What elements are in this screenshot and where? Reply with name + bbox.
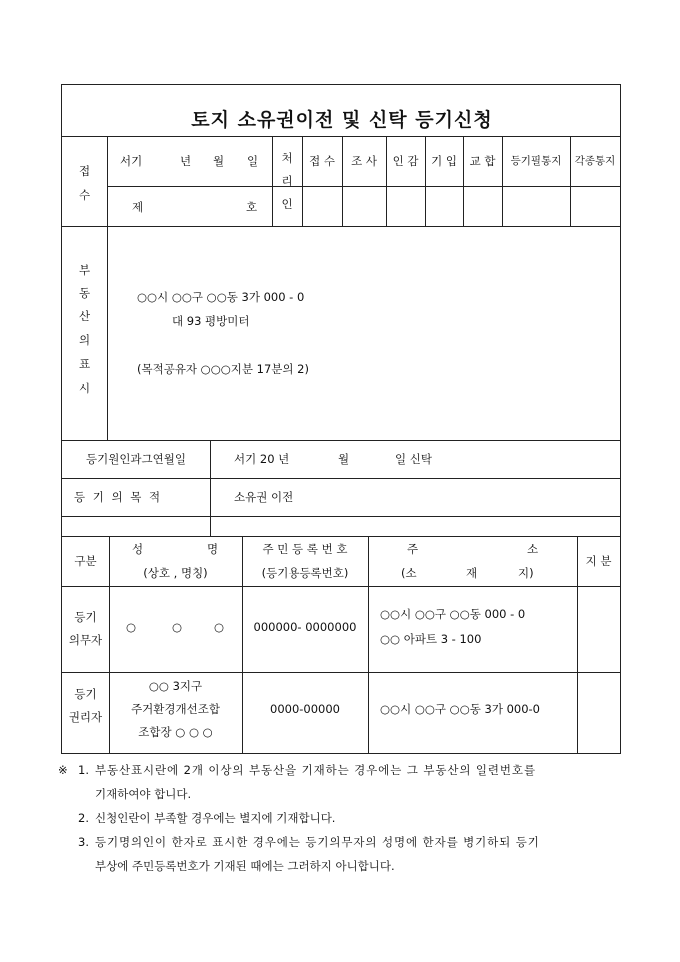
purpose-label: 등 기 의 목 적 [74,490,163,504]
process-label-3: 인 [281,197,293,211]
header-name-1: 성 [132,542,144,556]
date-month: 월 [213,154,225,168]
note-3-line-1: 등기명의인이 한자로 표시한 경우에는 등기의무자의 성명에 한자를 병기하되 등기 [95,835,540,849]
cause-value-date: 서기 20 년 [234,452,290,466]
note-3-num: 3. [78,835,89,849]
header-share: 지 분 [585,554,612,568]
divider [342,136,343,226]
note-1-line-2: 기재하여야 합니다. [95,787,192,801]
number-suffix: 호 [246,200,258,214]
note-3-line-2: 부상에 주민등록번호가 기재된 때에는 그러하지 아니합니다. [95,859,395,873]
col-entry: 기 입 [431,154,457,168]
note-1-num: 1. [78,763,89,777]
header-address-2: 소 [527,542,539,556]
note-1-line-1: 부동산표시란에 2개 이상의 부동산을 기재하는 경우에는 그 부동산의 일련번호를 [95,763,536,777]
col-receipt: 접 수 [309,154,335,168]
divider [368,536,369,754]
property-label-1: 부 [78,263,91,277]
header-address-sub-3: 지) [518,566,534,580]
obligor-address-2: ○○ 아파트 3 - 100 [380,632,482,646]
property-share: (목적공유자 ○○○지분 17분의 2) [137,362,309,376]
divider [502,136,503,226]
header-address-sub-2: 재 [466,566,478,580]
header-id-sub: (등기용등록번호) [261,566,349,580]
receipt-label-2: 수 [78,188,91,202]
process-label-1: 처 [281,151,293,165]
cause-value-month: 월 [338,452,350,466]
divider [62,136,620,137]
divider [62,440,620,441]
header-id: 주 민 등 록 번 호 [262,542,348,556]
divider [386,136,387,226]
obligor-address-1: ○○시 ○○구 ○○동 000 - 0 [380,607,526,621]
process-label-2: 리 [281,174,293,188]
property-label-3: 산 [78,309,91,323]
divider [302,136,303,226]
divider [62,478,620,479]
holder-name-3: 조합장 ○ ○ ○ [138,725,213,739]
col-check: 교 합 [469,154,496,168]
col-completion-notice: 등기필통지 [510,155,562,167]
property-label-4: 의 [78,333,91,347]
header-address-sub-1: (소 [401,566,417,580]
divider [107,136,108,226]
note-2-num: 2. [78,811,89,825]
holder-label-2: 권리자 [68,710,103,724]
date-year: 년 [180,154,192,168]
divider [62,536,620,537]
holder-address: ○○시 ○○구 ○○동 3가 000-0 [380,702,540,716]
obligor-label-2: 의무자 [68,633,103,647]
property-label-5: 표 [78,357,91,371]
purpose-value: 소유권 이전 [234,490,294,504]
obligor-name-3: ○ [214,620,225,634]
application-form [61,84,621,754]
obligor-id: 000000- 0000000 [253,620,357,634]
divider [425,136,426,226]
col-other-notice: 각종통지 [574,155,616,167]
number-prefix: 제 [132,200,144,214]
col-seal: 인 감 [392,154,419,168]
date-day: 일 [247,154,259,168]
receipt-label-1: 접 [78,164,91,178]
obligor-name-1: ○ [126,620,137,634]
property-area: 대 93 평방미터 [172,314,250,328]
divider [62,516,620,517]
property-label-2: 동 [78,286,91,300]
cause-value-day: 일 신탁 [395,452,432,466]
col-inspection: 조 사 [351,154,377,168]
divider [210,440,211,536]
divider [62,226,620,227]
header-category: 구분 [74,554,97,568]
divider [577,536,578,754]
header-name-sub: (상호 , 명칭) [143,566,208,580]
header-address-1: 주 [407,542,419,556]
cause-label: 등기원인과그연월일 [86,452,186,466]
divider [463,136,464,226]
obligor-label-1: 등기 [74,610,97,624]
notes-mark: ※ [58,763,68,777]
divider [62,586,620,587]
property-address: ○○시 ○○구 ○○동 3가 000 - 0 [137,290,305,304]
obligor-name-2: ○ [172,620,183,634]
holder-name-2: 주거환경개선조합 [131,702,220,716]
divider [107,226,108,440]
divider [570,136,571,226]
divider [62,672,620,673]
holder-id: 0000-00000 [270,702,340,716]
divider [107,186,621,187]
form-title: 토지 소유권이전 및 신탁 등기신청 [191,109,493,131]
date-era: 서기 [120,154,143,168]
property-label-6: 시 [78,381,91,395]
holder-name-1: ○○ 3지구 [148,679,203,693]
note-2-line-1: 신청인란이 부족할 경우에는 별지에 기재합니다. [95,811,336,825]
header-name-2: 명 [207,542,219,556]
holder-label-1: 등기 [74,687,97,701]
